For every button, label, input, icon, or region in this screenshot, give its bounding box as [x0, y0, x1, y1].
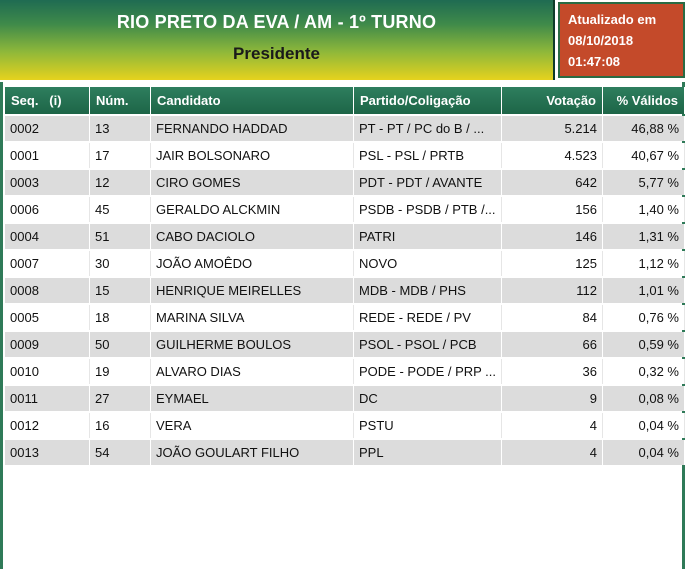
cell-number: 27: [90, 386, 151, 411]
cell-candidate: JAIR BOLSONARO: [151, 143, 354, 168]
cell-votes: 5.214: [502, 116, 603, 141]
cell-candidate: EYMAEL: [151, 386, 354, 411]
cell-valid-percent: 1,12 %: [603, 251, 685, 276]
cell-votes: 156: [502, 197, 603, 222]
cell-candidate: GERALDO ALCKMIN: [151, 197, 354, 222]
column-header-votes[interactable]: Votação: [502, 87, 603, 114]
cell-votes: 66: [502, 332, 603, 357]
cell-votes: 642: [502, 170, 603, 195]
column-header-party[interactable]: Partido/Coligação: [354, 87, 502, 114]
results-table: [0, 82, 685, 569]
table-row: [5, 116, 685, 141]
cell-number: 19: [90, 359, 151, 384]
cell-valid-percent: 1,01 %: [603, 278, 685, 303]
cell-candidate: GUILHERME BOULOS: [151, 332, 354, 357]
cell-valid-percent: 46,88 %: [603, 116, 685, 141]
cell-valid-percent: 0,76 %: [603, 305, 685, 330]
cell-seq: 0006: [5, 197, 90, 222]
cell-candidate: VERA: [151, 413, 354, 438]
cell-seq: 0001: [5, 143, 90, 168]
cell-number: 15: [90, 278, 151, 303]
table-row: [5, 170, 685, 195]
cell-votes: 112: [502, 278, 603, 303]
update-date: 08/10/2018: [568, 33, 634, 48]
table-row: [5, 332, 685, 357]
cell-votes: 84: [502, 305, 603, 330]
cell-valid-percent: 0,04 %: [603, 413, 685, 438]
table-row: [5, 251, 685, 276]
table-row: [5, 440, 685, 465]
cell-number: 30: [90, 251, 151, 276]
cell-number: 13: [90, 116, 151, 141]
table-row: [5, 278, 685, 303]
cell-valid-percent: 1,31 %: [603, 224, 685, 249]
update-timestamp-box: [558, 2, 685, 78]
table-row: [5, 386, 685, 411]
update-label: Atualizado em: [568, 12, 657, 27]
column-header-valid-percent[interactable]: % Válidos: [603, 87, 685, 114]
cell-party: NOVO: [354, 251, 502, 276]
cell-party: DC: [354, 386, 502, 411]
cell-party: PODE - PODE / PRP ...: [354, 359, 502, 384]
cell-party: PDT - PDT / AVANTE: [354, 170, 502, 195]
cell-candidate: JOÃO AMOÊDO: [151, 251, 354, 276]
cell-valid-percent: 0,04 %: [603, 440, 685, 465]
cell-valid-percent: 0,08 %: [603, 386, 685, 411]
cell-candidate: HENRIQUE MEIRELLES: [151, 278, 354, 303]
cell-valid-percent: 40,67 %: [603, 143, 685, 168]
cell-candidate: ALVARO DIAS: [151, 359, 354, 384]
cell-seq: 0004: [5, 224, 90, 249]
cell-seq: 0002: [5, 116, 90, 141]
cell-valid-percent: 0,32 %: [603, 359, 685, 384]
office-subtitle: Presidente: [233, 44, 320, 63]
results-header: [0, 0, 555, 80]
table-row: [5, 224, 685, 249]
cell-candidate: FERNANDO HADDAD: [151, 116, 354, 141]
cell-votes: 146: [502, 224, 603, 249]
cell-votes: 9: [502, 386, 603, 411]
table-row: [5, 197, 685, 222]
cell-number: 54: [90, 440, 151, 465]
cell-votes: 125: [502, 251, 603, 276]
table-row: [5, 359, 685, 384]
cell-party: PSDB - PSDB / PTB /...: [354, 197, 502, 222]
cell-number: 16: [90, 413, 151, 438]
cell-number: 50: [90, 332, 151, 357]
table-row: [5, 305, 685, 330]
page-title: RIO PRETO DA EVA / AM - 1º TURNO: [116, 12, 437, 32]
cell-number: 17: [90, 143, 151, 168]
cell-party: MDB - MDB / PHS: [354, 278, 502, 303]
table-header: [5, 87, 685, 114]
cell-number: 45: [90, 197, 151, 222]
column-header-seq[interactable]: Seq. (i): [5, 87, 90, 114]
cell-seq: 0003: [5, 170, 90, 195]
cell-party: PPL: [354, 440, 502, 465]
cell-party: REDE - REDE / PV: [354, 305, 502, 330]
cell-party: PATRI: [354, 224, 502, 249]
cell-seq: 0007: [5, 251, 90, 276]
cell-votes: 4: [502, 413, 603, 438]
cell-valid-percent: 0,59 %: [603, 332, 685, 357]
cell-votes: 4.523: [502, 143, 603, 168]
cell-seq: 0008: [5, 278, 90, 303]
cell-valid-percent: 5,77 %: [603, 170, 685, 195]
cell-valid-percent: 1,40 %: [603, 197, 685, 222]
cell-party: PSL - PSL / PRTB: [354, 143, 502, 168]
cell-seq: 0010: [5, 359, 90, 384]
cell-number: 12: [90, 170, 151, 195]
cell-votes: 4: [502, 440, 603, 465]
table-row: [5, 413, 685, 438]
cell-seq: 0012: [5, 413, 90, 438]
cell-number: 51: [90, 224, 151, 249]
cell-candidate: CIRO GOMES: [151, 170, 354, 195]
column-header-number[interactable]: Núm.: [90, 87, 151, 114]
cell-candidate: JOÃO GOULART FILHO: [151, 440, 354, 465]
cell-party: PSTU: [354, 413, 502, 438]
cell-seq: 0011: [5, 386, 90, 411]
cell-seq: 0013: [5, 440, 90, 465]
cell-party: PT - PT / PC do B / ...: [354, 116, 502, 141]
cell-number: 18: [90, 305, 151, 330]
cell-candidate: CABO DACIOLO: [151, 224, 354, 249]
update-time: 01:47:08: [568, 54, 621, 69]
cell-votes: 36: [502, 359, 603, 384]
cell-seq: 0005: [5, 305, 90, 330]
cell-party: PSOL - PSOL / PCB: [354, 332, 502, 357]
cell-candidate: MARINA SILVA: [151, 305, 354, 330]
column-header-candidate[interactable]: Candidato: [151, 87, 354, 114]
cell-seq: 0009: [5, 332, 90, 357]
table-row: [5, 143, 685, 168]
